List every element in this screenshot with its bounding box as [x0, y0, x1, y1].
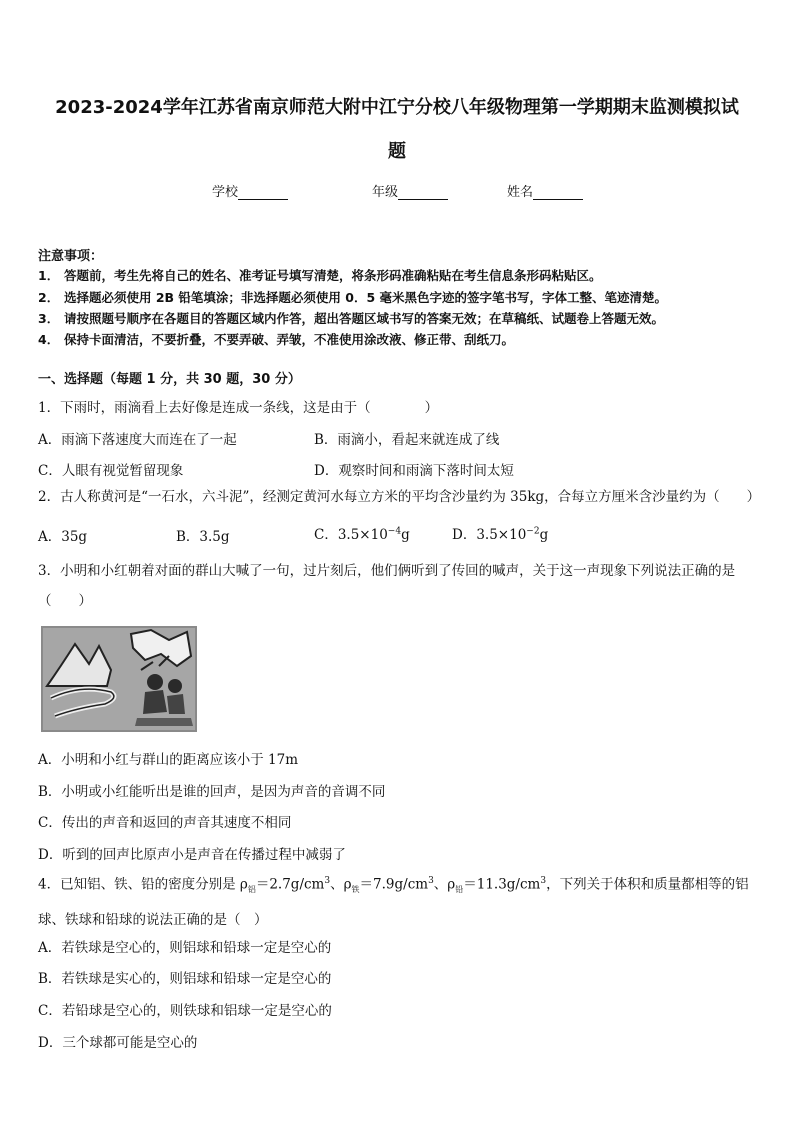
note-item: 4． 保持卡面清洁，不要折叠，不要弄破、弄皱，不准使用涂改液、修正带、刮纸刀。 — [38, 332, 515, 347]
exam-title — [30, 86, 764, 174]
section-heading: 一、选择题（每题 1 分，共 30 题，30 分） — [38, 372, 301, 387]
notes-heading: 注意事项： — [38, 249, 104, 264]
q2-option-a[interactable]: A．35g — [38, 529, 88, 545]
question-3-stem: 3．小明和小红朝着对面的群山大喊了一句，过片刻后，他们俩听到了传回的喊声，关于这一声现象下列说法正确的是（ ） — [38, 563, 736, 609]
q2-option-d[interactable]: D．$3.5\times 10^{-2}g$ — [452, 526, 549, 543]
question-1-stem: 1．下雨时，雨滴看上去好像是连成一条线，这是由于（ ） — [38, 400, 439, 416]
grade-field[interactable]: 年级 — [372, 181, 448, 200]
q2-option-c[interactable]: C．$3.5\times 10^{-4}g$ — [314, 526, 410, 543]
q4-option-d[interactable]: D．三个球都可能是空心的 — [38, 1035, 198, 1051]
q4-option-a[interactable]: A．若铁球是空心的，则铝球和铅球一定是空心的 — [38, 940, 332, 956]
grade-blank[interactable] — [398, 186, 448, 200]
question-4-stem: 4．已知铝、铁、铅的密度分别是 $\rho_铝=2.7g/cm^3$、$\rho_铁=7.9g/cm^3$、$\rho_铅=11.3g/cm^3$，下列关于体积和质量都相等的铝球、铁球和铅球的说法正确的是（ ） — [38, 876, 749, 929]
q1-option-d[interactable]: D．观察时间和雨滴下落时间太短 — [314, 463, 514, 479]
note-item: 2． 选择题必须使用 2B 铅笔填涂；非选择题必须使用 0．5 毫米黑色字迹的签字笔书写，字体工整、笔迹清楚。 — [38, 290, 668, 305]
q3-option-c[interactable]: C．传出的声音和返回的声音其速度不相同 — [38, 815, 292, 831]
q1-option-b[interactable]: B．雨滴小，看起来就连成了线 — [314, 432, 500, 448]
echo-illustration — [41, 626, 197, 732]
q3-option-b[interactable]: B．小明或小红能听出是谁的回声，是因为声音的音调不同 — [38, 784, 386, 800]
q1-option-a[interactable]: A．雨滴下落速度大而连在了一起 — [38, 432, 237, 448]
note-item: 3． 请按照题号顺序在各题目的答题区域内作答，超出答题区域书写的答案无效；在草稿纸、试题卷上答题无效。 — [38, 311, 665, 326]
school-field[interactable]: 学校 — [212, 181, 288, 200]
q2-option-b[interactable]: B．3.5g — [176, 529, 230, 545]
note-item: 1． 答题前，考生先将自己的姓名、准考证号填写清楚，将条形码准确粘贴在考生信息条形码粘贴区。 — [38, 268, 602, 283]
name-field[interactable]: 姓名 — [507, 181, 583, 200]
q3-option-d[interactable]: D．听到的回声比原声小是声音在传播过程中减弱了 — [38, 847, 346, 863]
title-line-2: 题 — [388, 141, 406, 162]
school-blank[interactable] — [238, 186, 288, 200]
question-2-stem: 2．古人称黄河是“一石水，六斗泥”，经测定黄河水每立方米的平均含沙量约为 35kg，合每立方厘米含沙量约为（ ） — [38, 489, 761, 505]
name-blank[interactable] — [533, 186, 583, 200]
title-line-1: 2023-2024学年江苏省南京师范大附中江宁分校八年级物理第一学期期末监测模拟试 — [55, 97, 739, 118]
q4-option-b[interactable]: B．若铁球是实心的，则铝球和铅球一定是空心的 — [38, 971, 332, 987]
q1-option-c[interactable]: C．人眼有视觉暂留现象 — [38, 463, 184, 479]
q3-option-a[interactable]: A．小明和小红与群山的距离应该小于 17m — [38, 752, 299, 768]
q4-option-c[interactable]: C．若铅球是空心的，则铁球和铝球一定是空心的 — [38, 1003, 332, 1019]
